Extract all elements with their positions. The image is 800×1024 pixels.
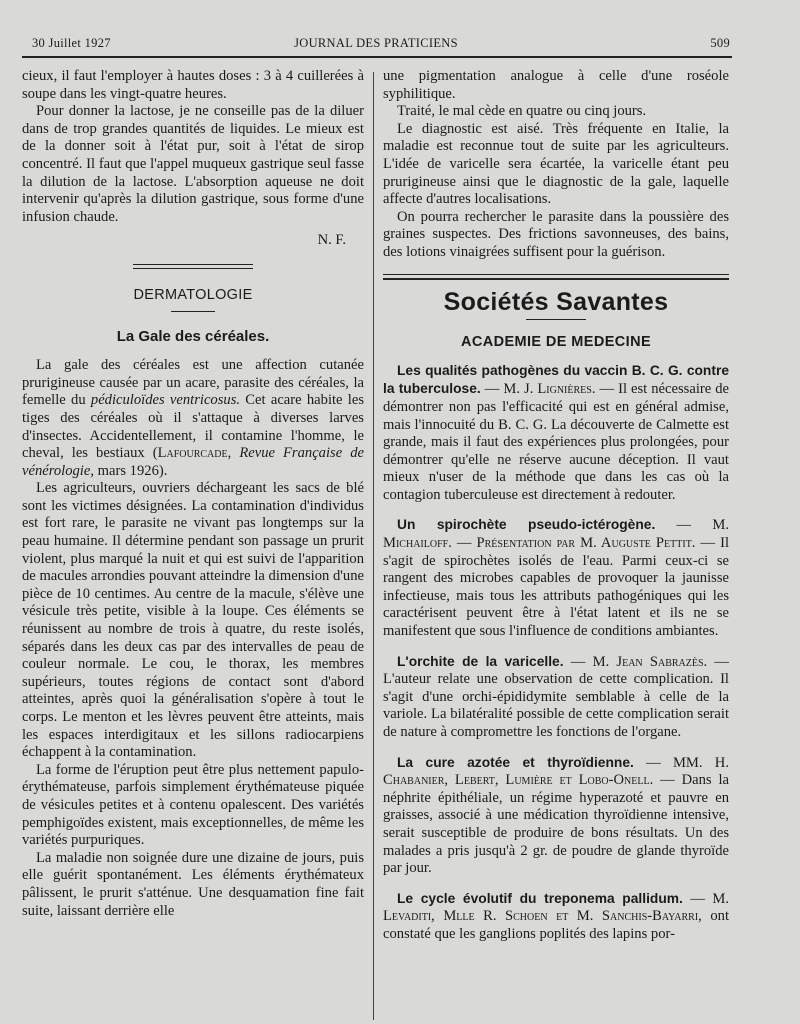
article-paragraph: [22, 357, 364, 480]
article-paragraph: Les agriculteurs, ouvriers déchargeant les sacs de blé sont les victimes désignées. La contamination d'individus est fort rare, le parasite ne vivant pas longtemps sur la peau humaine. Il détermine pendant son passage un prurit violent, plus marqué la nuit et qui est suivi de l'apparition de macules arrondies pouvant atteindre la dimension d'une pièce de 10 centimes. Au centre de la macule, s'élève une vésicule très petite, visible à la loupe. Ces éléments se réunissent au nombre de trois à quatre, du reste isolés, séparés dans les deux cas par des intervalles de peau de couleur normale. Le cou, le thorax, les membres supérieurs, toutes régions de contact sont d'abord atteintes, après quoi la généralisation s'opère à tout le corps. Le menton et les lèvres peuvent être atteints, mais les espaces interdigitaux et les sillons radiocarpiens échappent à la contamination.: [22, 480, 364, 761]
header-rule: [22, 56, 732, 58]
report-author: — M. Levaditi, Mlle R. Schoen et M. Sanchis-Bayarri,: [383, 890, 729, 925]
heading-underline: [526, 319, 586, 320]
report-text: Il s'agit de spirochètes isolés de l'eau. Parmi ceux-ci se rangent des microbes capables de provoquer la jaunisse infectieuse, mais tous les attributs pathogéniques qui les caractérisent peuvent être à l'état latent et ils ne se manifestent que sous l'influence de conditions ambiantes.: [383, 535, 729, 640]
report-item: [383, 362, 729, 505]
continued-paragraph: cieux, il faut l'employer à hautes doses : 3 à 4 cuillerées à soupe dans les vingt-quatre heures.: [22, 68, 364, 102]
report-title: La cure azotée et thyroïdienne.: [397, 754, 634, 770]
paragraph: On pourra rechercher le parasite dans la poussière des graines suspectes. Des frictions savonneuses, des bains, des lotions vinaigrées suffisent pour la guérison.: [383, 208, 729, 260]
text-run: ,: [227, 445, 240, 462]
report-author: — M. Michailoff. — Présentation par M. Auguste Pettit. —: [383, 517, 730, 552]
report-item: [383, 890, 729, 944]
title-underline: [171, 311, 215, 312]
report-author: — MM. H. Chabanier, Lebert, Lumière et Lobo-Onell. —: [383, 754, 729, 789]
column-divider: [373, 72, 374, 1020]
report-text: ont constaté que les ganglions poplités des lapins por-: [383, 908, 729, 942]
report-text: Il est nécessaire de démontrer non pas l'efficacité qui est en général admise, mais l'innocuité du B. C. G. La découverte de Calmette est grande, mais il faut des expériences plus prolongées, pour démontrer qu'elle ne réserve aucune déception. Il vaut mieux n'user de la méthode que dans les cas où la contagion tuberculeuse est directement à redouter.: [383, 381, 729, 503]
text-run: Cet acare habite les tiges des céréales où il s'attaque à diverses larves d'insectes. Accidentellement, il contamine l'homme, le cheval, les bestiaux (: [22, 392, 365, 462]
species-name: pédiculoïdes ventricosus.: [90, 392, 241, 409]
article-title: La Gale des céréales.: [116, 327, 270, 345]
report-text: L'auteur relate une observation de cette complication. Il s'agit d'une orchi-épididymite semblable à celle de la variole. La bilatéralité possible de cette complication serait de nature à compromettre les fonctions de l'organe.: [383, 671, 729, 740]
section-heading: Sociétés Savantes: [443, 287, 669, 316]
section-separator: [133, 264, 253, 269]
article-paragraph: La maladie non soignée dure une dizaine de jours, puis elle guérit spontanément. Les éléments érythémateux pâlissent, le prurit s'atténue. Une desquamation fine fait suite, laissant derrière elle: [22, 849, 364, 919]
continued-paragraph: une pigmentation analogue à celle d'une roséole syphilitique.: [383, 68, 729, 102]
author-signature: N. F.: [317, 232, 346, 249]
paragraph: Traité, le mal cède en quatre ou cinq jours.: [397, 103, 647, 120]
report-author: — M. Jean Sabrazès. —: [563, 653, 729, 670]
subsection-heading: ACADEMIE DE MEDECINE: [460, 334, 652, 351]
paragraph: Le diagnostic est aisé. Très fréquente en Italie, la maladie est reconnue tout de suite par les agriculteurs. L'idée de varicelle sera écartée, la varicelle étant peu prurigineuse ainsi que le diagnostic de la gale, laquelle affecte d'autres localisations.: [383, 120, 729, 208]
report-item: [383, 516, 729, 640]
right-column: [383, 68, 729, 956]
report-item: [383, 754, 729, 878]
article-paragraph: La forme de l'éruption peut être plus nettement papulo-érythémateuse, parfois simplement érythémateuse piquée de vésicules petites et à contenu opalescent. Des variétés pemphigoïdes existent, mais exceptionnelles, de même les variétés purpuriques.: [22, 761, 364, 849]
report-title: Les qualités pathogènes du vaccin B. C. G. contre la tuberculose.: [383, 362, 729, 397]
header-page-number: 509: [710, 36, 730, 50]
report-author: — M. J. Lignières. —: [480, 381, 619, 398]
report-title: L'orchite de la varicelle.: [397, 653, 564, 669]
text-run: La gale des céréales est une affection cutanée prurigineuse causée par un acare, parasite des céréales, la femelle du: [22, 357, 364, 409]
paragraph: Pour donner la lactose, je ne conseille pas de la diluer dans de trop grandes quantités de liquides. Le mieux est de la donner soit à l'état pur, soit à l'état de sirop concentré. Il faut que l'appel muqueux gastrique seul fasse la dilution de la lactose. L'absorption aqueuse ne doit intervenir qu'après la dilution gastrique, sous forme d'une infusion chaude.: [22, 103, 364, 225]
report-title: Un spirochète pseudo-ictérogène.: [397, 517, 656, 533]
cited-journal: Revue Française de vénérologie: [22, 445, 365, 479]
header-journal-name: JOURNAL DES PRATICIENS: [294, 36, 458, 50]
report-text: Dans la néphrite épithéliale, un régime hyperazoté et pauvre en graisses, associé à une médication thyroïdienne intensive, serait susceptible de produire de bons résultats. Un des malades a pris jusqu'à 2 gr. de poudre de glande thyroïde par jour.: [383, 772, 729, 877]
section-separator: [383, 274, 729, 275]
cited-author: Lafourcade: [157, 445, 228, 462]
section-separator-thick: [383, 278, 729, 280]
report-item: [383, 653, 729, 742]
left-column: [22, 68, 364, 920]
section-title: DERMATOLOGIE: [133, 286, 253, 303]
header-date: 30 Juillet 1927: [32, 36, 111, 50]
report-title: Le cycle évolutif du treponema pallidum.: [397, 890, 683, 906]
running-header: [22, 36, 730, 54]
text-run: , mars 1926).: [90, 462, 168, 479]
